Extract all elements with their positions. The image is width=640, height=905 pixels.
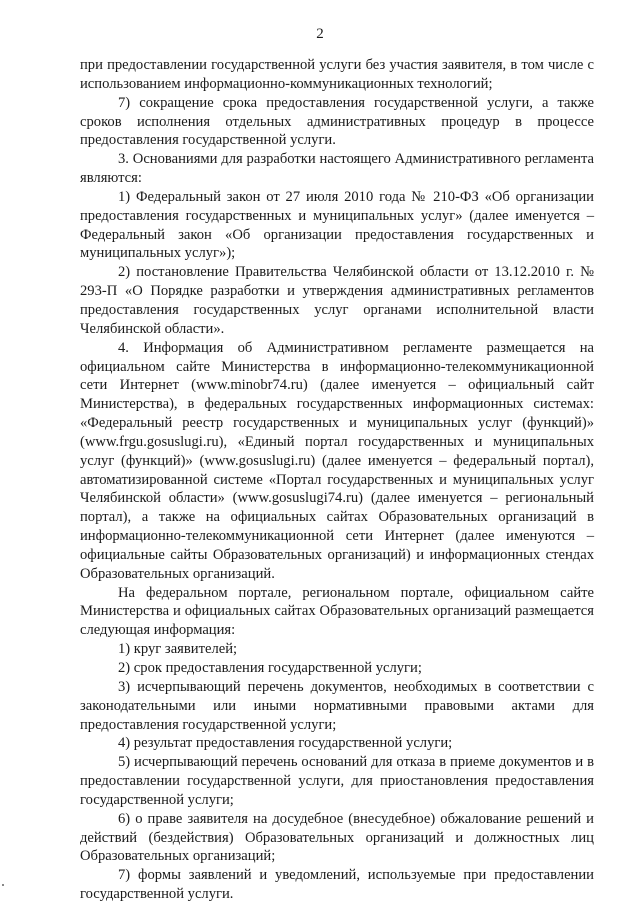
paragraph: 3. Основаниями для разработки настоящего Административного регламента являются: (80, 151, 594, 187)
list-item: 5) исчерпывающий перечень оснований для отказа в приеме документов и в предоставлении государственной услуги, для приостановления предоставления государственной услуги; (80, 754, 594, 808)
paragraph: 4. Информация об Административном регламенте размещается на официальном сайте Министерства в информационно-телекоммуникационной сети Интернет (www.minobr74.ru) (далее именуется – официальный сайт Министерства), в федеральных государственных информационных системах: «Федеральный реестр государственных и муниципальных услуг (функций)» (www.frgu.gosuslugi.ru), «Единый портал государственных и муниципальных услуг (функций)» (www.gosuslugi.ru) (далее именуется – федеральный портал), автоматизированной системе «Портал государственных и муниципальных услуг Челябинской области» (www.gosuslugi74.ru) (далее именуется – региональный портал), а также на официальных сайтах Образовательных организаций в информационно-телекоммуникационной сети Интернет (далее именуются – официальные сайты Образовательных организаций) и информационных стендах Образовательных организаций. (80, 339, 594, 582)
paragraph: 1) Федеральный закон от 27 июля 2010 года № 210-ФЗ «Об организации предоставления государственных и муниципальных услуг» (далее именуется – Федеральный закон «Об организации предоставления государственных и муниципальных услуг»); (80, 188, 594, 262)
list-item: 4) результат предоставления государственной услуги; (118, 735, 453, 752)
paragraph: На федеральном портале, региональном портале, официальном сайте Министерства и официальных сайтах Образовательных организаций размещается следующая информация: (80, 584, 594, 639)
list-item: 7) формы заявлений и уведомлений, используемые при предоставлении государственной услуги. (80, 867, 594, 903)
document-body (80, 56, 594, 904)
paragraph: 2) постановление Правительства Челябинской области от 13.12.2010 г. № 293-П «О Порядке разработки и утверждения административных регламентов предоставления государственных услуг органами исполнительной власти Челябинской области». (80, 264, 594, 337)
paragraph: 7) сокращение срока предоставления государственной услуги, а также сроков исполнения отдельных административных процедур в процессе предоставления государственной услуги. (80, 94, 594, 149)
paragraph: при предоставлении государственной услуги без участия заявителя, в том числе с использованием информационно-коммуникационных технологий; (80, 57, 594, 92)
list-item: 6) о праве заявителя на досудебное (внесудебное) обжалование решений и действий (бездействия) Образовательных организаций и должностных лиц Образовательных организаций; (80, 810, 594, 865)
list-item: 2) срок предоставления государственной услуги; (118, 660, 422, 676)
scan-speck (2, 884, 4, 886)
list-item: 1) круг заявителей; (118, 641, 238, 658)
page-number: 2 (316, 26, 324, 42)
list-item: 3) исчерпывающий перечень документов, необходимых в соответствии с законодательными или иными нормативными правовыми актами для предоставления государственной услуги; (80, 678, 594, 733)
